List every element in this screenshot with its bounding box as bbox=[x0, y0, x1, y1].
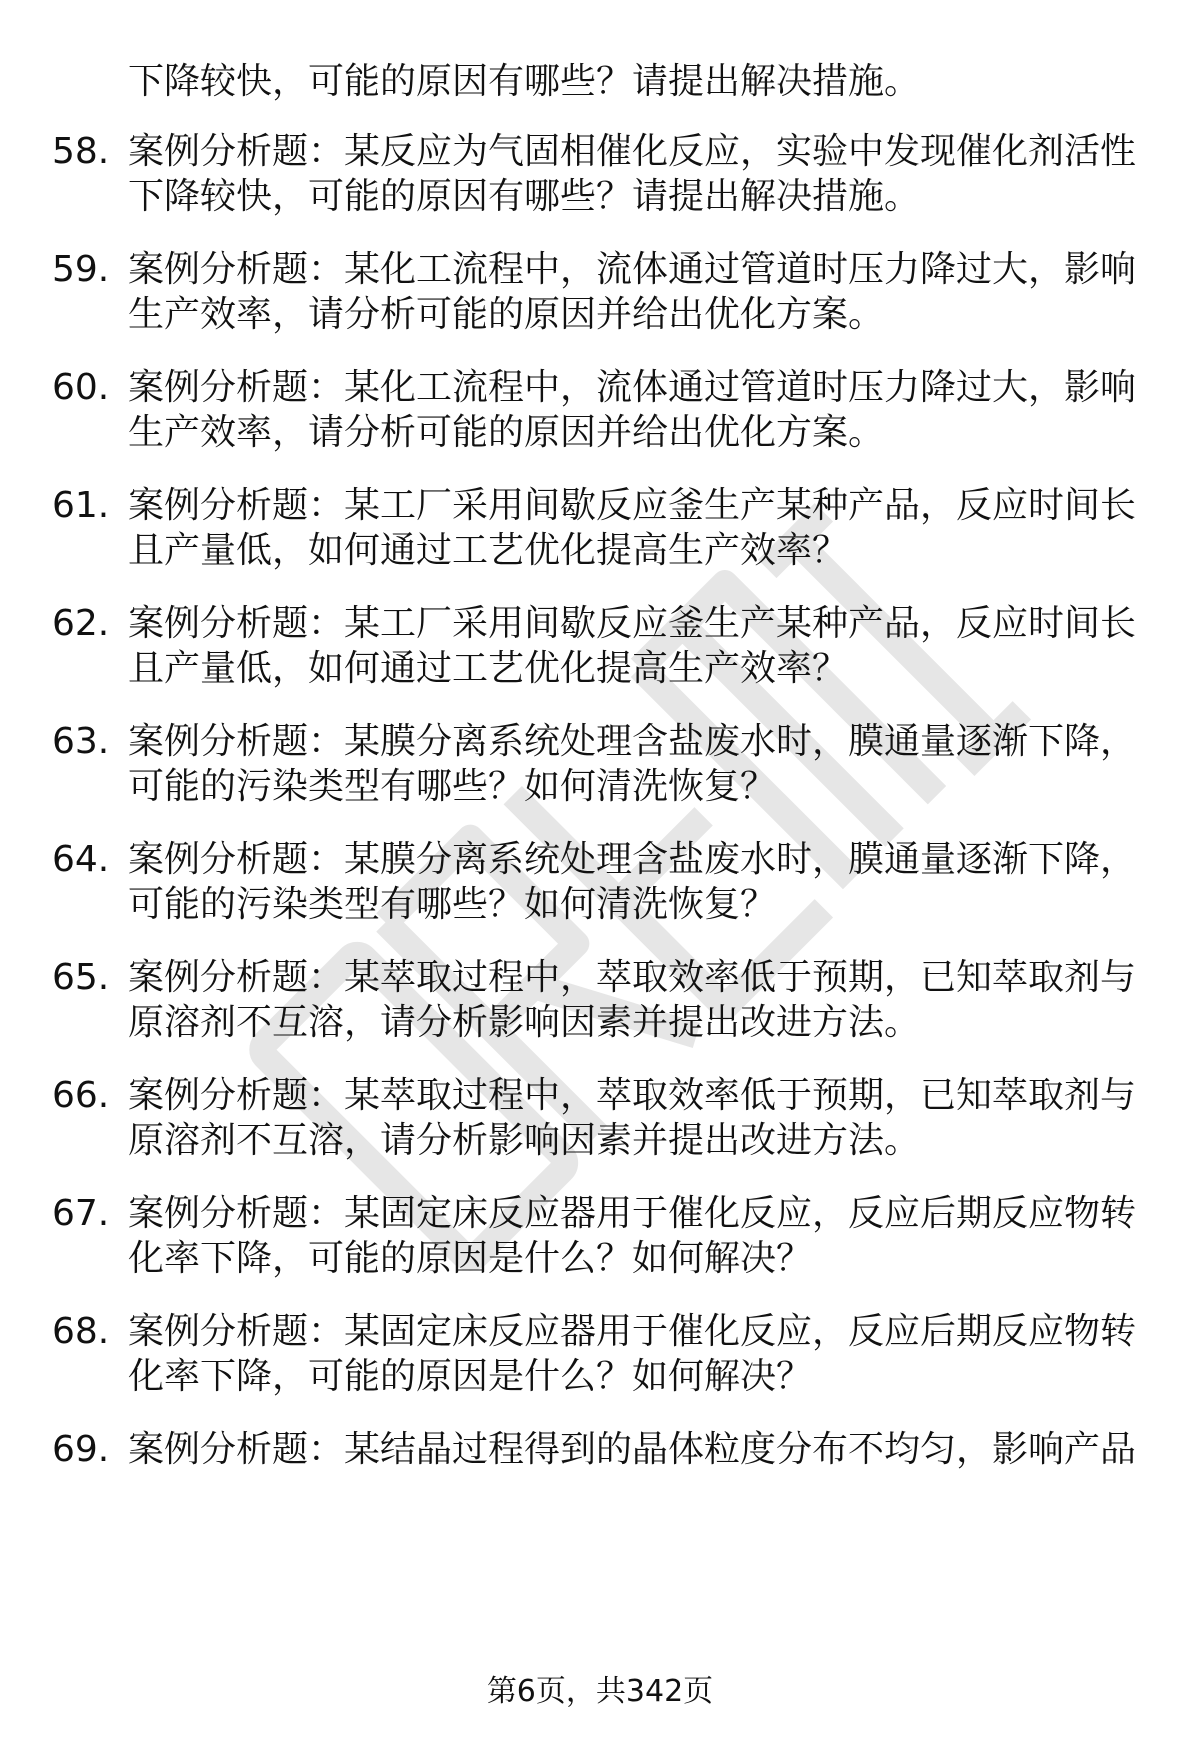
question-text-line1: 案例分析题：某膜分离系统处理含盐废水时，膜通量逐渐下降， bbox=[128, 721, 1137, 762]
question-number: 60. bbox=[52, 367, 110, 408]
question-text-line2: 可能的污染类型有哪些？如何清洗恢复？ bbox=[128, 884, 777, 925]
question-number: 59. bbox=[52, 249, 110, 290]
question-text-line1: 案例分析题：某反应为气固相催化反应，实验中发现催化剂活性 bbox=[128, 131, 1137, 172]
continued-line: 下降较快，可能的原因有哪些？请提出解决措施。 bbox=[128, 61, 921, 102]
question-text-line2: 且产量低，如何通过工艺优化提高生产效率？ bbox=[128, 648, 849, 689]
question-text-line1: 案例分析题：某结晶过程得到的晶体粒度分布不均匀，影响产品 bbox=[128, 1429, 1137, 1470]
question-text-line1: 案例分析题：某化工流程中，流体通过管道时压力降过大，影响 bbox=[128, 249, 1137, 290]
question-text-line1: 案例分析题：某化工流程中，流体通过管道时压力降过大，影响 bbox=[128, 367, 1137, 408]
question-number: 63. bbox=[52, 721, 110, 762]
question-text-line2: 生产效率，请分析可能的原因并给出优化方案。 bbox=[128, 412, 885, 453]
question-number: 58. bbox=[52, 131, 110, 172]
question-text-line2: 原溶剂不互溶，请分析影响因素并提出改进方法。 bbox=[128, 1120, 921, 1161]
question-text-line1: 案例分析题：某萃取过程中，萃取效率低于预期，已知萃取剂与 bbox=[128, 957, 1137, 998]
question-text-line2: 且产量低，如何通过工艺优化提高生产效率？ bbox=[128, 530, 849, 571]
question-text-line1: 案例分析题：某固定床反应器用于催化反应，反应后期反应物转 bbox=[128, 1311, 1137, 1352]
question-text-line1: 案例分析题：某工厂采用间歇反应釜生产某种产品，反应时间长 bbox=[128, 485, 1137, 526]
question-number: 62. bbox=[52, 603, 110, 644]
question-number: 69. bbox=[52, 1429, 110, 1470]
question-text-line1: 案例分析题：某工厂采用间歇反应釜生产某种产品，反应时间长 bbox=[128, 603, 1137, 644]
question-text-line2: 可能的污染类型有哪些？如何清洗恢复？ bbox=[128, 766, 777, 807]
question-text-line2: 原溶剂不互溶，请分析影响因素并提出改进方法。 bbox=[128, 1002, 921, 1043]
page-footer: 第6页，共342页 bbox=[486, 1674, 714, 1709]
question-text-line2: 下降较快，可能的原因有哪些？请提出解决措施。 bbox=[128, 176, 921, 217]
question-text-line2: 化率下降，可能的原因是什么？如何解决？ bbox=[128, 1356, 813, 1397]
question-text-line2: 生产效率，请分析可能的原因并给出优化方案。 bbox=[128, 294, 885, 335]
question-number: 61. bbox=[52, 485, 110, 526]
question-number: 68. bbox=[52, 1311, 110, 1352]
question-text-line1: 案例分析题：某萃取过程中，萃取效率低于预期，已知萃取剂与 bbox=[128, 1075, 1137, 1116]
question-text-line1: 案例分析题：某膜分离系统处理含盐废水时，膜通量逐渐下降， bbox=[128, 839, 1137, 880]
question-number: 65. bbox=[52, 957, 110, 998]
question-text-line2: 化率下降，可能的原因是什么？如何解决？ bbox=[128, 1238, 813, 1279]
question-number: 64. bbox=[52, 839, 110, 880]
question-text-line1: 案例分析题：某固定床反应器用于催化反应，反应后期反应物转 bbox=[128, 1193, 1137, 1234]
question-number: 66. bbox=[52, 1075, 110, 1116]
question-number: 67. bbox=[52, 1193, 110, 1234]
